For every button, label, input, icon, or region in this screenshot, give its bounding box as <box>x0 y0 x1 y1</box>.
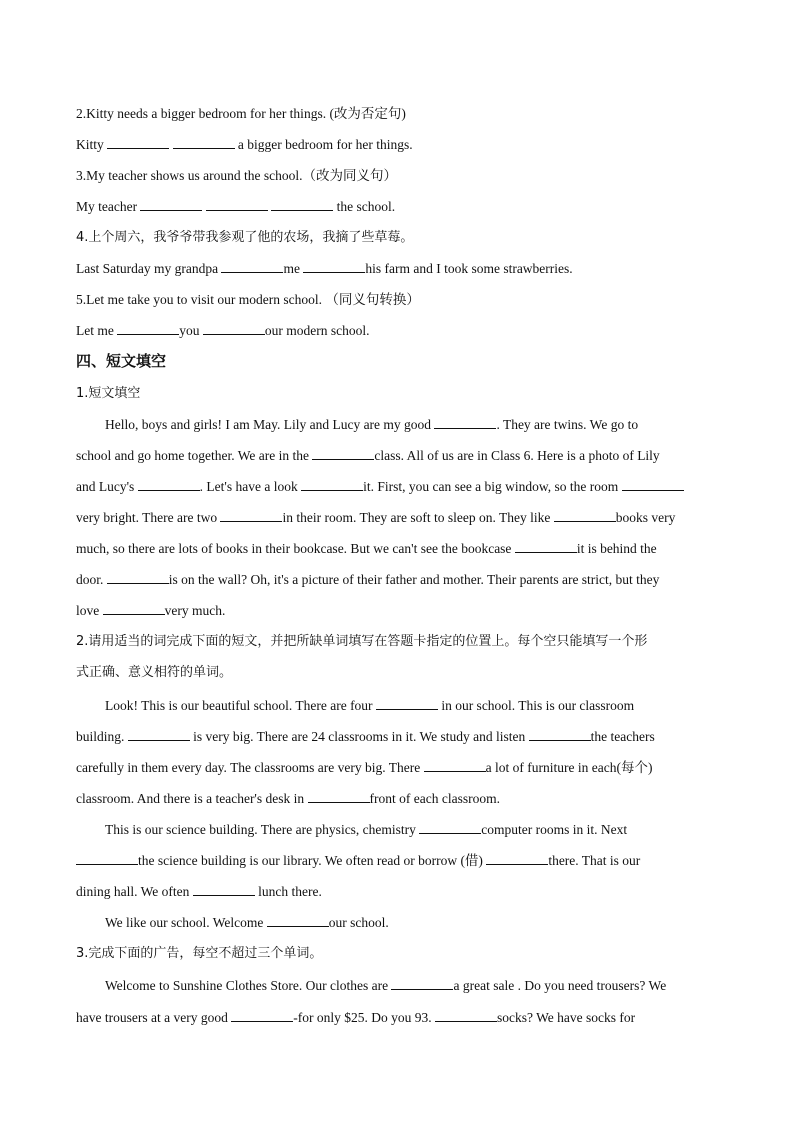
answer-blank[interactable] <box>554 509 616 522</box>
text-segment: lunch there. <box>254 884 322 899</box>
text-line <box>105 821 627 839</box>
text-segment: the school. <box>333 199 396 214</box>
answer-blank[interactable] <box>434 416 496 429</box>
text-segment: Hello, boys and girls! I am May. Lily and Lucy are my good <box>105 417 435 432</box>
text-segment: My teacher <box>76 199 141 214</box>
text-segment: very much. <box>164 603 226 618</box>
text-segment: This is our science building. There are physics, chemistry <box>105 822 420 837</box>
text-line <box>76 540 657 558</box>
text-line <box>76 1009 635 1027</box>
text-line <box>76 478 684 496</box>
text-segment: front of each classroom. <box>369 791 500 806</box>
text-segment: 2.请用适当的词完成下面的短文，并把所缺单词填写在答题卡指定的位置上。每个空只能填写一个形 <box>76 634 648 649</box>
answer-blank[interactable] <box>231 1009 293 1022</box>
answer-blank[interactable] <box>622 478 684 491</box>
answer-blank[interactable] <box>486 852 548 865</box>
text-segment: 式正确、意义相符的单词。 <box>76 665 233 680</box>
text-line <box>76 385 140 403</box>
text-segment: building. <box>76 729 128 744</box>
text-line <box>105 416 638 434</box>
answer-blank[interactable] <box>138 478 200 491</box>
answer-blank[interactable] <box>435 1009 497 1022</box>
text-line <box>76 790 500 808</box>
text-segment: school and go home together. We are in the <box>76 448 313 463</box>
answer-blank[interactable] <box>424 759 486 772</box>
text-segment: it. First, you can see a big window, so the room <box>363 479 622 494</box>
text-line <box>76 883 322 901</box>
text-segment: Kitty <box>76 137 108 152</box>
text-segment: in our school. This is our classroom <box>437 698 635 713</box>
text-segment: 四、短文填空 <box>76 352 167 370</box>
text-line <box>76 447 660 465</box>
text-segment: there. That is our <box>548 853 641 868</box>
text-segment: -for only $25. Do you 93. <box>293 1010 435 1025</box>
text-line <box>76 571 659 589</box>
text-segment: carefully in them every day. The classrooms are very big. There <box>76 760 424 775</box>
text-segment: . Let's have a look <box>199 479 302 494</box>
text-segment: We like our school. Welcome <box>105 915 267 930</box>
text-segment: Welcome to Sunshine Clothes Store. Our clothes are <box>105 978 392 993</box>
text-segment: door. <box>76 572 107 587</box>
text-segment: a lot of furniture in each(每个) <box>485 760 653 775</box>
text-segment: is very big. There are 24 classrooms in it. We study and listen <box>189 729 529 744</box>
text-segment: love <box>76 603 103 618</box>
text-line <box>76 322 369 340</box>
text-line <box>76 229 413 247</box>
text-segment: you <box>179 323 203 338</box>
answer-blank[interactable] <box>128 728 190 741</box>
text-line <box>76 852 640 870</box>
text-segment: socks? We have socks for <box>496 1010 636 1025</box>
answer-blank[interactable] <box>103 602 165 615</box>
text-line <box>76 136 413 154</box>
text-line <box>76 664 232 682</box>
text-line <box>76 602 225 620</box>
text-segment: is on the wall? Oh, it's a picture of their father and mother. Their parents are strict, but they <box>168 572 660 587</box>
text-segment: a great sale . Do you need trousers? We <box>453 978 667 993</box>
answer-blank[interactable] <box>221 260 283 273</box>
text-line <box>76 105 406 123</box>
answer-blank[interactable] <box>140 198 202 211</box>
answer-blank[interactable] <box>303 260 365 273</box>
answer-blank[interactable] <box>76 852 138 865</box>
text-segment: his farm and I took some strawberries. <box>365 261 573 276</box>
text-segment: Look! This is our beautiful school. There are four <box>105 698 376 713</box>
text-line <box>76 945 322 963</box>
answer-blank[interactable] <box>117 322 179 335</box>
text-segment: much, so there are lots of books in their bookcase. But we can't see the bookcase <box>76 541 515 556</box>
text-segment: our modern school. <box>264 323 370 338</box>
text-segment: have trousers at a very good <box>76 1010 232 1025</box>
answer-blank[interactable] <box>301 478 363 491</box>
answer-blank[interactable] <box>173 136 235 149</box>
text-line <box>76 167 397 185</box>
text-line <box>76 260 573 278</box>
text-segment: 3.完成下面的广告，每空不超过三个单词。 <box>76 946 323 961</box>
text-segment: the science building is our library. We often read or borrow (借) <box>138 853 487 868</box>
answer-blank[interactable] <box>419 821 481 834</box>
text-segment: 5.Let me take you to visit our modern school. （同义句转换） <box>76 292 420 307</box>
text-line <box>76 759 652 777</box>
text-segment: very bright. There are two <box>76 510 221 525</box>
text-segment: 4.上个周六，我爷爷带我参观了他的农场，我摘了些草莓。 <box>76 230 414 245</box>
text-line <box>105 914 389 932</box>
answer-blank[interactable] <box>267 914 329 927</box>
text-segment: Last Saturday my grandpa <box>76 261 222 276</box>
text-segment: 1.短文填空 <box>76 386 141 401</box>
text-segment: me <box>283 261 304 276</box>
text-segment: computer rooms in it. Next <box>481 822 628 837</box>
text-segment: 2.Kitty needs a bigger bedroom for her things. (改为否定句) <box>76 106 406 121</box>
answer-blank[interactable] <box>203 322 265 335</box>
text-segment: it is behind the <box>576 541 657 556</box>
answer-blank[interactable] <box>391 977 453 990</box>
answer-blank[interactable] <box>107 136 169 149</box>
answer-blank[interactable] <box>376 697 438 710</box>
answer-blank[interactable] <box>529 728 591 741</box>
answer-blank[interactable] <box>271 198 333 211</box>
text-segment: and Lucy's <box>76 479 138 494</box>
text-segment: books very <box>615 510 676 525</box>
answer-blank[interactable] <box>308 790 370 803</box>
text-line <box>105 977 666 995</box>
text-line <box>76 509 675 527</box>
text-segment: . They are twins. We go to <box>496 417 639 432</box>
text-segment: our school. <box>328 915 389 930</box>
text-line <box>76 352 166 370</box>
answer-blank[interactable] <box>193 883 255 896</box>
answer-blank[interactable] <box>312 447 374 460</box>
answer-blank[interactable] <box>206 198 268 211</box>
text-segment: dining hall. We often <box>76 884 193 899</box>
answer-blank[interactable] <box>515 540 577 553</box>
text-line <box>105 697 634 715</box>
text-line <box>76 633 647 651</box>
text-line <box>76 728 655 746</box>
text-segment: Let me <box>76 323 118 338</box>
text-segment: a bigger bedroom for her things. <box>234 137 413 152</box>
text-segment: the teachers <box>590 729 655 744</box>
text-line <box>76 291 420 309</box>
answer-blank[interactable] <box>220 509 282 522</box>
answer-blank[interactable] <box>107 571 169 584</box>
text-line <box>76 198 395 216</box>
text-segment: in their room. They are soft to sleep on. They like <box>282 510 554 525</box>
text-segment: class. All of us are in Class 6. Here is a photo of Lily <box>374 448 660 463</box>
text-segment: 3.My teacher shows us around the school.（改为同义句） <box>76 168 397 183</box>
text-segment: classroom. And there is a teacher's desk in <box>76 791 308 806</box>
